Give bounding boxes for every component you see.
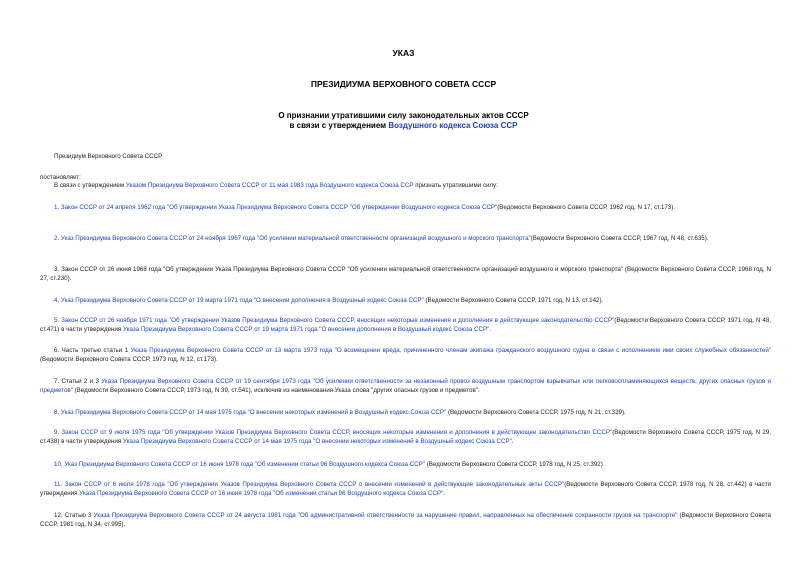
item-5-end: . xyxy=(489,326,492,334)
item-6-link[interactable]: Указа Президиума Верховного Совета СССР от 13 марта 1973 года "О возмещении вреда, причиненного членам экипажа гражданского воздушного судна в связи с исполнением ими своих служебных обязанностей" xyxy=(130,347,771,354)
item-8-source: (Ведомости Верховного Совета СССР, 1975 год, N 21, ст.339). xyxy=(446,409,626,416)
list-item-2 xyxy=(40,234,771,243)
item-7-link[interactable]: Указа Президиума Верховного Совета СССР от 19 сентября 1973 года "Об усилении ответственности за незаконный провоз воздушным транспортом взрывчатых или легковоспламеняющихся веществ, других опасных грузов и предметов" xyxy=(40,378,771,395)
item-7-source: (Ведомости Верховного Совета СССР, 1973 год, N 39, ст.541), исключив из наименования Указа слова "других опасных грузов и предметов". xyxy=(72,387,480,395)
item-5-link[interactable]: 5. Закон СССР от 26 ноября 1971 года "Об утверждении Указов Президиума Верховного Совета СССР, вносящих некоторые изменения и дополнения в действующее законодательство СССР" xyxy=(54,317,615,324)
item-12-source: (Ведомости Верховного Совета СССР, 1981 год, N 34, ст.995). xyxy=(40,512,772,529)
item-9-source: (Ведомости Верховного Совета СССР, 1975 год, N 29, ст.438) в части утверждения xyxy=(40,429,771,446)
doc-type-heading: УКАЗ xyxy=(392,48,415,58)
list-item-6 xyxy=(40,346,771,364)
list-item-11 xyxy=(40,480,771,498)
lead-decree-link[interactable]: Указом Президиума Верховного Совета СССР от 11 мая 1983 года Воздушного кодекса Союза ССР xyxy=(125,182,414,189)
item-8-link[interactable]: 8. Указ Президиума Верховного Совета СССР от 14 мая 1975 года "О внесении некоторых изменений в Воздушный кодекс Союза ССР" xyxy=(54,409,447,416)
item-5-source: (Ведомости Верховного Совета СССР, 1971 год, N 48, ст.471) в части утверждения xyxy=(40,317,771,334)
item-3-text: 3. Закон СССР от 26 июня 1968 года "Об утверждении Указа Президиума Верховного Совета СССР "Об усилении материальной ответственности организаций воздушного и морского транспорта" (Ведомости Верховного Совета СССР, 1968 год, N 27, ст.230). xyxy=(40,266,771,283)
item-11-end: . xyxy=(443,490,445,498)
issuer-text: Президиум Верховного Совета СССР xyxy=(54,153,163,160)
item-10-source: (Ведомости Верховного Совета СССР, 1978 год, N 25, ст.392). xyxy=(424,461,605,468)
item-9-link-2[interactable]: Указа Президиума Верховного Совета СССР от 14 мая 1975 года "О внесении некоторых изменений в Воздушный кодекс Союза ССР" xyxy=(123,438,512,446)
resolves-text: постановляет: xyxy=(40,174,81,181)
doc-title-line-1: О признании утратившими силу законодательных актов СССР xyxy=(278,111,529,120)
item-11-link-2[interactable]: Указа Президиума Верховного Совета СССР от 16 июня 1978 года "Об изменении статьи 96 Воздушного кодекса Союза ССР" xyxy=(79,490,444,498)
item-11-link[interactable]: 11. Закон СССР от 6 июля 1978 года "Об утверждении Указов Президиума Верховного Совета СССР о внесении изменений в действующие законодательные акты СССР" xyxy=(54,481,565,488)
list-item-8 xyxy=(40,408,771,417)
item-6-prefix: 6. Часть третью статьи 1 xyxy=(54,347,131,354)
list-item-7 xyxy=(40,377,771,395)
item-10-link[interactable]: 10. Указ Президиума Верховного Совета СССР от 16 июня 1978 года "Об изменении статьи 96 Воздушного кодекса Союза ССР" xyxy=(54,461,425,468)
item-9-link[interactable]: 9. Закон СССР от 9 июля 1975 года "Об утверждении Указов Президиума Верховного Совета СССР, вносящих некоторые изменения и дополнения в действующее законодательство СССР" xyxy=(54,429,613,436)
list-item-10 xyxy=(40,460,771,469)
item-12-prefix: 12. Статью 3 xyxy=(54,512,94,519)
item-11-source: (Ведомости Верховного Совета СССР, 1978 год, N 28, ст.442) в части утверждения xyxy=(40,481,771,498)
item-7-prefix: 7. Статьи 2 и 3 xyxy=(54,378,102,385)
lead-prefix: В связи с утверждением xyxy=(54,182,126,189)
item-2-link[interactable]: 2. Указ Президиума Верховного Совета СССР от 24 ноября 1967 года "Об усилении материальной ответственности организаций воздушного и морского транспорта" xyxy=(54,235,531,242)
item-4-source: (Ведомости Верховного Совета СССР, 1971 год, N 13, ст.142). xyxy=(423,297,604,304)
list-item-3 xyxy=(40,265,771,283)
list-item-9 xyxy=(40,428,771,446)
item-12-link[interactable]: Указа Президиума Верховного Совета СССР от 24 августа 1981 года "Об административной ответственности за нарушение правил, направленных на обеспечение сохранности грузов на транспорте" xyxy=(93,512,678,519)
item-4-link[interactable]: 4. Указ Президиума Верховного Совета СССР от 19 марта 1971 года "О внесении дополнения в Воздушный кодекс Союза ССР" xyxy=(54,297,424,304)
doc-title-prefix: в связи с утверждением xyxy=(289,121,389,130)
air-code-link[interactable]: Воздушного кодекса Союза ССР xyxy=(388,121,518,130)
list-item-1 xyxy=(40,203,771,212)
item-1-link[interactable]: 1. Закон СССР от 24 апреля 1962 года "Об утверждении Указа Президиума Верховного Совета СССР "Об утверждении Воздушного кодекса Союза ССР" xyxy=(54,204,498,211)
issuer-heading: ПРЕЗИДИУМА ВЕРХОВНОГО СОВЕТА СССР xyxy=(310,79,497,89)
list-item-5 xyxy=(40,316,771,334)
list-item-12 xyxy=(40,511,771,529)
lead-suffix: признать утратившими силу: xyxy=(413,182,498,189)
lead-paragraph xyxy=(40,181,771,190)
doc-title-line-2 xyxy=(0,121,807,130)
item-2-source: (Ведомости Верховного Совета СССР, 1967 год, N 48, ст.635). xyxy=(530,235,709,242)
item-6-source: (Ведомости Верховного Совета СССР, 1973 год, N 12, ст.173). xyxy=(40,356,218,364)
item-9-end: . xyxy=(511,438,514,446)
item-1-source: (Ведомости Верховного Совета СССР, 1962 год, N 17, ст.173). xyxy=(497,204,676,211)
list-item-4 xyxy=(40,296,771,305)
item-5-link-2[interactable]: Указа Президиума Верховного Совета СССР от 19 марта 1971 года "О внесении дополнения в Воздушный кодекс Союза ССР" xyxy=(123,326,490,334)
